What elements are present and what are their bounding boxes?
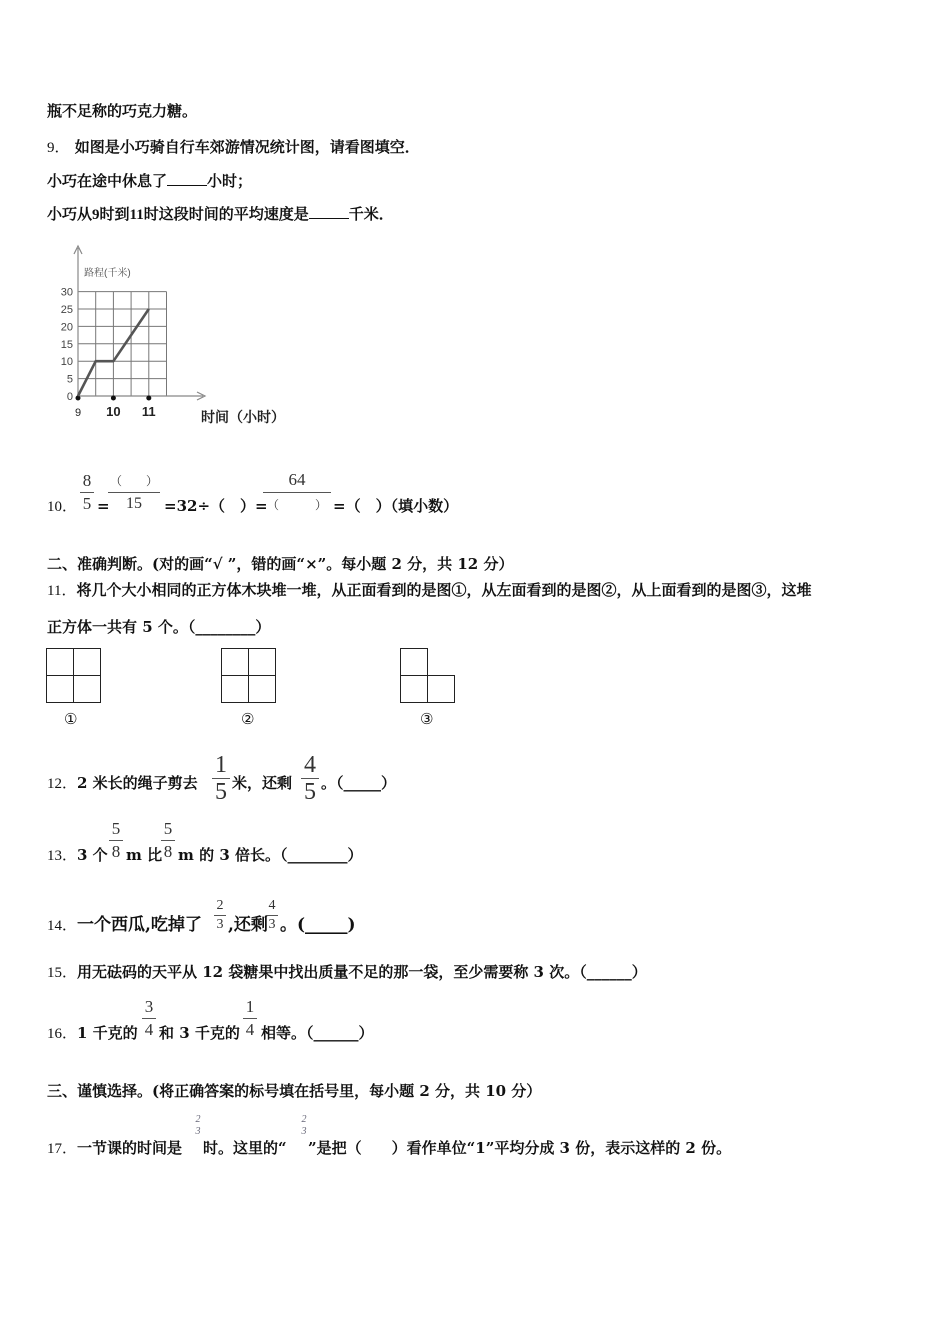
fraction-2-3	[214, 897, 226, 934]
sub1-text-b: 小时；	[207, 172, 253, 190]
fraction-numerator: 8	[82, 471, 92, 490]
q16-text-b: 和 3 千克的	[159, 1024, 240, 1042]
q14-text-a: 一个西瓜,吃掉了	[77, 915, 202, 935]
question-text: 用无砝码的天平从 12 袋糖果中找出质量不足的那一袋，至少需要称 3 次。（______）	[77, 963, 647, 981]
fraction-1-4	[243, 996, 257, 1041]
question-number: 15．	[47, 965, 78, 981]
sub1-text-a: 小巧在途中休息了	[47, 172, 168, 190]
fraction-2-3-b	[300, 1114, 308, 1138]
fraction-blank-15	[108, 470, 160, 515]
question-9-sub2	[47, 204, 394, 225]
fraction-denominator: 4	[243, 1018, 257, 1041]
figure-top-view	[400, 648, 456, 704]
fraction-64-blank	[263, 468, 331, 517]
question-11	[47, 580, 811, 601]
figure-label-1: ①	[64, 710, 78, 728]
q16-start	[47, 1023, 138, 1044]
question-number: 13．	[47, 848, 78, 864]
q14-text-b: ,还剩	[228, 915, 268, 935]
question-10-number	[47, 496, 77, 517]
fraction-denominator: 4	[142, 1018, 156, 1041]
fraction-denominator: 15	[108, 492, 160, 515]
x-axis-label: 时间（小时）	[201, 409, 285, 425]
fraction-numerator: 5	[111, 819, 121, 838]
q10-part3: =（ ）（填小数）	[333, 497, 459, 515]
fraction-denominator: 3	[266, 915, 278, 934]
q13-text-c: m 的 3 倍长。（________）	[178, 846, 363, 864]
fraction-denominator: 3	[301, 1126, 307, 1137]
y-tick-label: 25	[60, 304, 73, 316]
sub2-text-f: 千米．	[348, 205, 394, 223]
y-tick-label: 30	[60, 286, 73, 299]
y-tick-label: 5	[66, 373, 73, 386]
q10-part2: =32÷（ ）=	[164, 497, 268, 515]
fraction-numerator: 1	[215, 752, 227, 778]
q17-text-a: 一节课的时间是	[77, 1139, 183, 1157]
question-text: 如图是小巧骑自行车郊游情况统计图，请看图填空．	[74, 138, 420, 156]
fraction-5-8-a	[109, 818, 123, 863]
question-number: 11．	[47, 583, 77, 599]
q16-text-c: 相等。（______）	[261, 1024, 374, 1042]
question-number: 12．	[47, 776, 78, 792]
sub2-text-a: 小巧从	[47, 205, 93, 223]
fraction-2-3-a	[194, 1114, 202, 1138]
question-number: 17．	[47, 1141, 78, 1157]
figure-left-view	[221, 648, 277, 704]
question-11-line2: 正方体一共有 5 个。（________）	[47, 618, 271, 636]
y-tick-label: 20	[60, 321, 73, 334]
section-3-heading: 三、谨慎选择。(将正确答案的标号填在括号里，每小题 2 分，共 10 分）	[47, 1082, 542, 1100]
fraction-denominator[interactable]: （ ）	[263, 492, 331, 517]
continued-text: 瓶不足称的巧克力糖。	[47, 102, 198, 120]
fraction-denominator: 8	[161, 840, 175, 863]
sub2-hour-end: 11	[129, 207, 144, 223]
section-2-heading: 二、准确判断。(对的画“√ ”，错的画“×”。每小题 2 分，共 12 分）	[47, 555, 514, 573]
fraction-numerator: 2	[301, 1114, 307, 1125]
x-tick-label: 9	[74, 407, 82, 419]
x-tick-dot	[146, 396, 151, 401]
fraction-denominator: 5	[80, 492, 94, 515]
question-text: 将几个大小相同的正方体木块堆一堆，从正面看到的是图①，从左面看到的是图②，从上面看到的是图③，这堆	[76, 581, 812, 599]
x-tick-dot	[76, 396, 81, 401]
question-9-sub1	[47, 171, 252, 191]
fraction-numerator: 2	[195, 1114, 201, 1125]
fraction-denominator: 5	[212, 778, 230, 805]
travel-distance-chart	[55, 242, 315, 432]
q10-equals: =	[97, 497, 110, 515]
y-axis-label: 路程(千米)	[84, 268, 131, 279]
fraction-denominator: 3	[195, 1126, 201, 1137]
fraction-numerator: 3	[144, 997, 154, 1016]
fraction-denominator: 5	[301, 778, 319, 805]
y-tick-label: 10	[60, 356, 73, 369]
answer-blank[interactable]	[167, 171, 207, 186]
q14-text-c: 。(_____)	[280, 915, 356, 935]
fraction-numerator: 2	[216, 898, 224, 913]
q12-start	[47, 773, 198, 794]
x-tick-dot	[111, 396, 116, 401]
y-tick-label: 15	[60, 338, 73, 351]
q13-start	[47, 845, 108, 866]
sub2-hour-start: 9	[92, 207, 100, 223]
q14-start	[47, 915, 202, 936]
figure-front-view	[46, 648, 102, 704]
fraction-numerator: 4	[268, 898, 276, 913]
fraction-4-3	[266, 897, 278, 934]
q17-text-b: 时。这里的“	[203, 1139, 287, 1157]
fraction-4-5	[301, 752, 319, 805]
y-tick-label: 0	[66, 391, 73, 403]
fraction-numerator: 5	[163, 819, 173, 838]
sub2-text-e: 时这段时间的平均速度是	[143, 205, 309, 223]
q12-text-a: 2 米长的绳子剪去	[77, 774, 198, 792]
fraction-numerator[interactable]: （ ）	[109, 474, 158, 488]
q12-text-b: 米，还剩	[232, 774, 293, 792]
answer-blank[interactable]	[309, 204, 349, 219]
q16-text-a: 1 千克的	[77, 1024, 138, 1042]
fraction-numerator: 1	[245, 997, 255, 1016]
fraction-1-5	[212, 752, 230, 805]
question-number: 10．	[47, 499, 78, 515]
sub2-text-c: 时到	[99, 205, 130, 223]
fraction-denominator: 3	[214, 915, 226, 934]
fraction-denominator: 8	[109, 840, 123, 863]
q13-text-b: m 比	[126, 846, 163, 864]
question-9	[47, 137, 420, 158]
question-15	[47, 962, 647, 983]
q13-text-a: 3 个	[77, 846, 108, 864]
q17-start	[47, 1138, 182, 1159]
question-number: 9．	[47, 140, 70, 156]
x-tick-label: 11	[141, 404, 156, 419]
fraction-numerator: 4	[304, 752, 316, 778]
q12-text-c: 。（_____）	[321, 774, 397, 792]
fraction-3-4	[142, 996, 156, 1041]
figure-label-3: ③	[420, 710, 434, 728]
fraction-numerator: 64	[288, 470, 306, 489]
question-number: 14．	[47, 918, 78, 934]
x-tick-label: 10	[106, 404, 121, 419]
q17-text-c: ”是把（ ）看作单位“1”平均分成 3 份，表示这样的 2 份。	[308, 1139, 732, 1157]
fraction-8-5	[80, 470, 94, 515]
fraction-5-8-b	[161, 818, 175, 863]
question-number: 16．	[47, 1026, 78, 1042]
figure-label-2: ②	[241, 710, 255, 728]
